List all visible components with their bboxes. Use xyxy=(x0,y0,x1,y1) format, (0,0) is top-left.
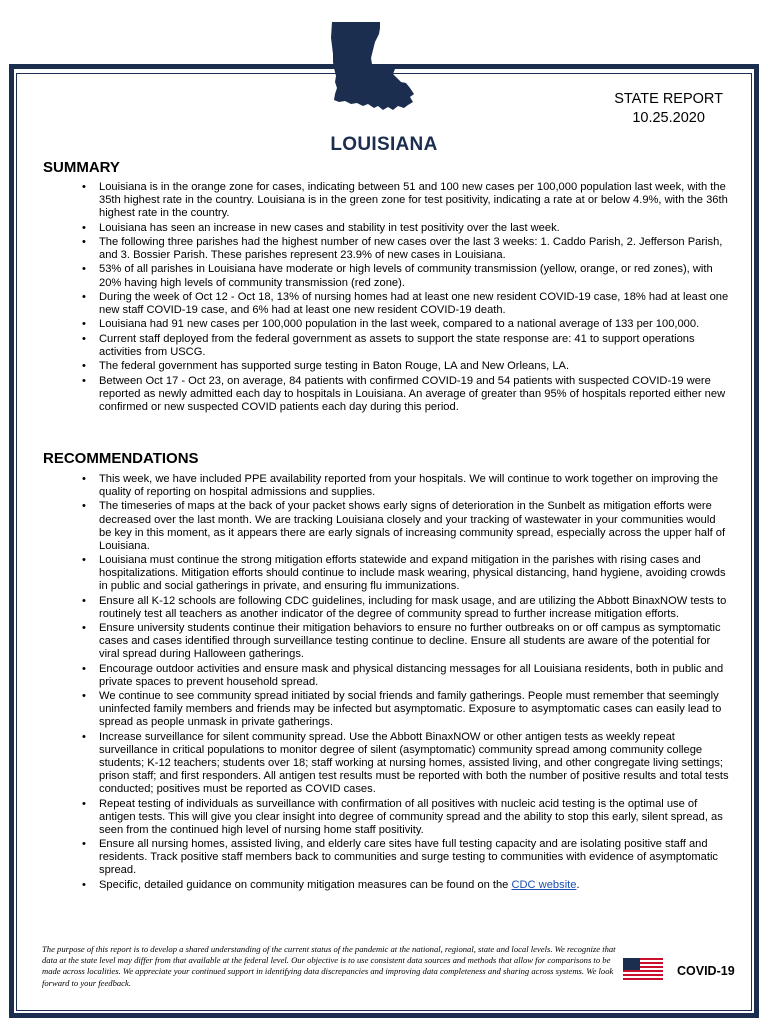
list-item: • We continue to see community spread initiated by social friends and family gatherings. People must remember that seemingly uninfected family members and friends may be infected but asymptomatic. Exposure to asymptomatic cases can easily lead to spread as people unmask in private gatherings. xyxy=(70,690,730,729)
list-item: • 53% of all parishes in Louisiana have moderate or high levels of community transmission (yellow, orange, or red zones), with 20% having high levels of community transmission (red zone). xyxy=(70,263,730,289)
list-item: • The timeseries of maps at the back of your packet shows early signs of deterioration in the Sunbelt as mitigation efforts were decreased over the last month. We are tracking Louisiana closely and your tracking of wastewater in your communities would be key in this moment, as it appears there are early signals of increasing community spread, especially across the upper half of Louisiana. xyxy=(70,500,730,552)
recommendations-list xyxy=(70,473,730,893)
list-item: • Increase surveillance for silent community spread. Use the Abbott BinaxNOW or other antigen tests as weekly repeat surveillance in critical populations to monitor degree of silent (asymptomatic) community spread among community college students; K-12 teachers; students over 18; staff working at nursing homes, assisted living, and other congregate living settings; prison staff; and first responders. All antigen test results must be reported with both the number of positive results and total tests conducted; positives must be reported as COVID cases. xyxy=(70,731,730,796)
guidance-text: Specific, detailed guidance on community mitigation measures can be found on the xyxy=(99,878,512,891)
list-item: • Ensure all K-12 schools are following CDC guidelines, including for mask usage, and are utilizing the Abbott BinaxNOW tests to routinely test all teachers as another indicator of the degree of community spread to further increase mitigation efforts. xyxy=(70,595,730,621)
list-item: • This week, we have included PPE availability reported from your hospitals. We will continue to work together on improving the quality of reporting on hospital admissions and supplies. xyxy=(70,473,730,499)
list-item: • Louisiana is in the orange zone for cases, indicating between 51 and 100 new cases per 100,000 population last week, with the 35th highest rate in the country. Louisiana is in the green zone for test positivity, indicating a rate at or below 4.9%, with the 36th highest rate in the country. xyxy=(70,181,730,220)
list-item: • The federal government has supported surge testing in Baton Rouge, LA and New Orleans, LA. xyxy=(70,360,730,373)
report-header xyxy=(614,90,723,128)
louisiana-state-icon xyxy=(328,18,416,116)
list-item: • Louisiana had 91 new cases per 100,000 population in the last week, compared to a national average of 133 per 100,000. xyxy=(70,318,730,331)
list-item: • Ensure all nursing homes, assisted living, and elderly care sites have full testing capacity and are isolating positive staff and residents. Track positive staff members back to communities and surge testing to communities with evidence of asymptomatic spread. xyxy=(70,838,730,877)
list-item: • During the week of Oct 12 - Oct 18, 13% of nursing homes had at least one new resident COVID-19 case, 18% had at least one new staff COVID-19 case, and 6% had at least one new resident COVID-19 death. xyxy=(70,291,730,317)
us-flag-icon xyxy=(623,958,663,982)
list-item: • Louisiana has seen an increase in new cases and stability in test positivity over the last week. xyxy=(70,222,730,235)
list-item: • Repeat testing of individuals as surveillance with confirmation of all positives with nucleic acid testing is the optimal use of antigen tests. This will give you clear insight into degree of community spread and the ability to stop this early, silent spread, as seen from the continued high level of nursing home staff positivity. xyxy=(70,798,730,837)
report-label: STATE REPORT xyxy=(614,91,723,107)
list-item: • Between Oct 17 - Oct 23, on average, 84 patients with confirmed COVID-19 and 54 patients with suspected COVID-19 were reported as newly admitted each day to hospitals in Louisiana. An average of greater than 95% of hospitals reported either new confirmed or new suspected COVID patients each day during this period. xyxy=(70,375,730,414)
list-item-guidance xyxy=(70,879,730,892)
list-item: • Current staff deployed from the federal government as assets to support the state response are: 41 to support operations activities from USCG. xyxy=(70,333,730,359)
cdc-website-link[interactable]: CDC website xyxy=(511,878,577,891)
guidance-end: . xyxy=(576,878,580,891)
covid-label: COVID-19 xyxy=(677,964,735,978)
list-item: • Louisiana must continue the strong mitigation efforts statewide and expand mitigation in the parishes with rising cases and hospitalizations. Mitigation efforts should continue to include mask wearing, physical distancing, hand hygiene, avoiding crowds in public and social gatherings in private, and ensuring flu immunizations. xyxy=(70,554,730,593)
list-item: • Ensure university students continue their mitigation behaviors to ensure no further outbreaks on or off campus as symptomatic cases and cases identified through surveillance testing continue to decline. Ensure all students are aware of the potential for viral spread during Halloween gatherings. xyxy=(70,622,730,661)
summary-list xyxy=(70,181,730,415)
footer-note: The purpose of this report is to develop a shared understanding of the current status of the pandemic at the national, regional, state and local levels. We recognize that data at the state level may differ from that available at the federal level. Our objective is to use consistent data sources and methods that allow for comparisons to be made across localities. We appreciate your continued support in identifying data discrepancies and improving data completeness and sharing across systems. We look forward to your feedback. xyxy=(42,944,616,988)
list-item: • Encourage outdoor activities and ensure mask and physical distancing messages for all Louisiana residents, both in public and private spaces to prevent household spread. xyxy=(70,663,730,689)
report-date: 10.25.2020 xyxy=(632,110,705,126)
recommendations-heading: RECOMMENDATIONS xyxy=(43,450,199,467)
summary-heading: SUMMARY xyxy=(43,159,120,176)
state-title: LOUISIANA xyxy=(330,134,438,155)
list-item: • The following three parishes had the highest number of new cases over the last 3 weeks: 1. Caddo Parish, 2. Jefferson Parish, and 3. Bossier Parish. These parishes represent 23.9% of new cases in Louisiana. xyxy=(70,236,730,262)
